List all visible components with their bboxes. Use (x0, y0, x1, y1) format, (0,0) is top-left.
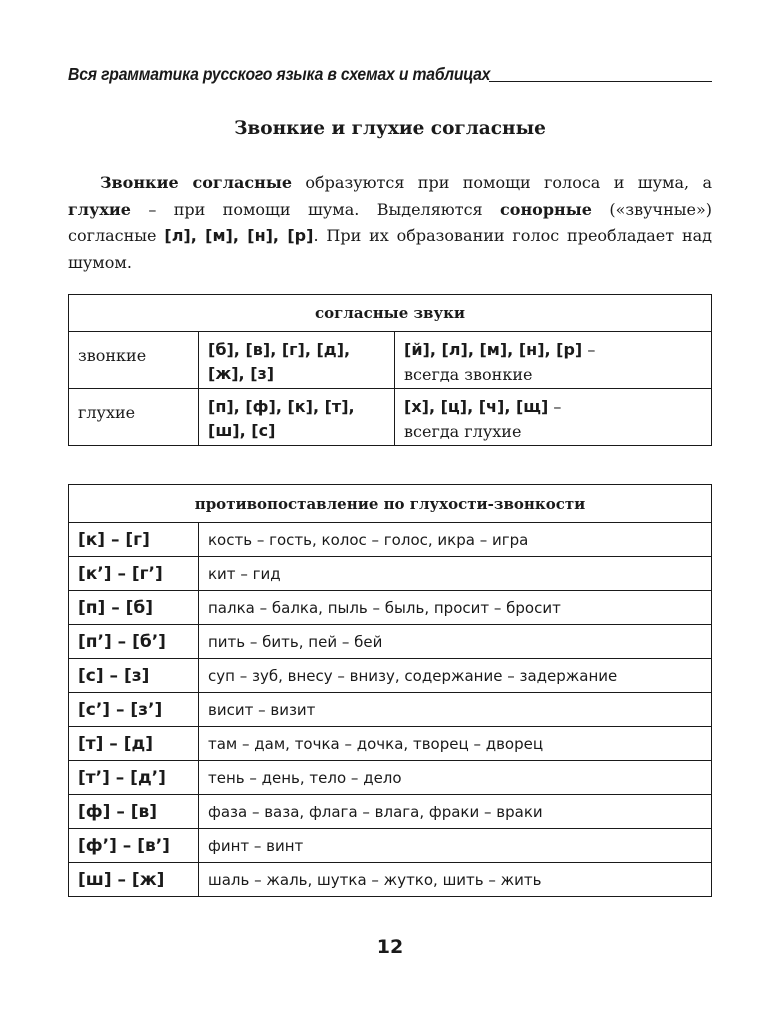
table-row (69, 625, 712, 659)
examples-cell: тень – день, тело – дело (199, 761, 712, 795)
examples-cell: там – дам, точка – дочка, творец – дворец (199, 727, 712, 761)
category-cell: звонкие (69, 332, 199, 389)
sonorant-sounds: [л], [м], [н], [р] (164, 226, 314, 245)
table-row (69, 795, 712, 829)
examples-cell: суп – зуб, внесу – внизу, содержание – задержание (199, 659, 712, 693)
examples-cell: пить – бить, пей – бей (199, 625, 712, 659)
term-voiceless: глухие (68, 199, 131, 219)
pair-cell: [с’] – [з’] (69, 693, 199, 727)
pair-cell: [к] – [г] (69, 523, 199, 557)
consonants-table (68, 294, 712, 446)
table-row (69, 727, 712, 761)
pair-cell: [с] – [з] (69, 659, 199, 693)
sounds-cell: [б], [в], [г], [д], [ж], [з] (199, 332, 395, 389)
consonants-table-header: согласные звуки (69, 295, 712, 332)
examples-cell: финт – винт (199, 829, 712, 863)
table-row (69, 659, 712, 693)
pair-cell: [п’] – [б’] (69, 625, 199, 659)
term-sonorant: сонорные (500, 199, 592, 219)
table-row (69, 389, 712, 446)
opposition-table-header: противопоставление по глухости-звонкости (69, 485, 712, 523)
examples-cell: палка – балка, пыль – быль, просит – бросит (199, 591, 712, 625)
pair-cell: [т’] – [д’] (69, 761, 199, 795)
table-row (69, 591, 712, 625)
table-row (69, 557, 712, 591)
header-rule (489, 81, 712, 82)
header-title: Вся грамматика русского языка в схемах и таблицах (68, 64, 491, 84)
table-row (69, 829, 712, 863)
pair-cell: [ф’] – [в’] (69, 829, 199, 863)
examples-cell: кость – гость, колос – голос, икра – игра (199, 523, 712, 557)
table-row (69, 863, 712, 897)
table-row (69, 332, 712, 389)
opposition-table (68, 484, 712, 897)
examples-cell: фаза – ваза, флага – влага, фраки – враки (199, 795, 712, 829)
pair-cell: [ф] – [в] (69, 795, 199, 829)
special-cell: [х], [ц], [ч], [щ] – всегда глухие (395, 389, 712, 446)
pair-cell: [к’] – [г’] (69, 557, 199, 591)
pair-cell: [т] – [д] (69, 727, 199, 761)
table-row (69, 761, 712, 795)
special-cell: [й], [л], [м], [н], [р] – всегда звонкие (395, 332, 712, 389)
intro-paragraph: Звонкие согласные образуются при помощи голоса и шума, а глухие – при помощи шума. Выделяются сонорные («звучные») согласные [л], [м], [н], [р]. При их образовании голос преобладает над шумом. (68, 173, 713, 272)
examples-cell: кит – гид (199, 557, 712, 591)
table-row (69, 693, 712, 727)
running-header (68, 64, 712, 84)
pair-cell: [п] – [б] (69, 591, 199, 625)
examples-cell: шаль – жаль, шутка – жутко, шить – жить (199, 863, 712, 897)
examples-cell: висит – визит (199, 693, 712, 727)
sounds-cell: [п], [ф], [к], [т], [ш], [с] (199, 389, 395, 446)
term-voiced: Звонкие согласные (100, 173, 293, 192)
table-row (69, 523, 712, 557)
page-title: Звонкие и глухие согласные (234, 118, 546, 139)
pair-cell: [ш] – [ж] (69, 863, 199, 897)
page-number: 12 (376, 936, 404, 958)
category-cell: глухие (69, 389, 199, 446)
